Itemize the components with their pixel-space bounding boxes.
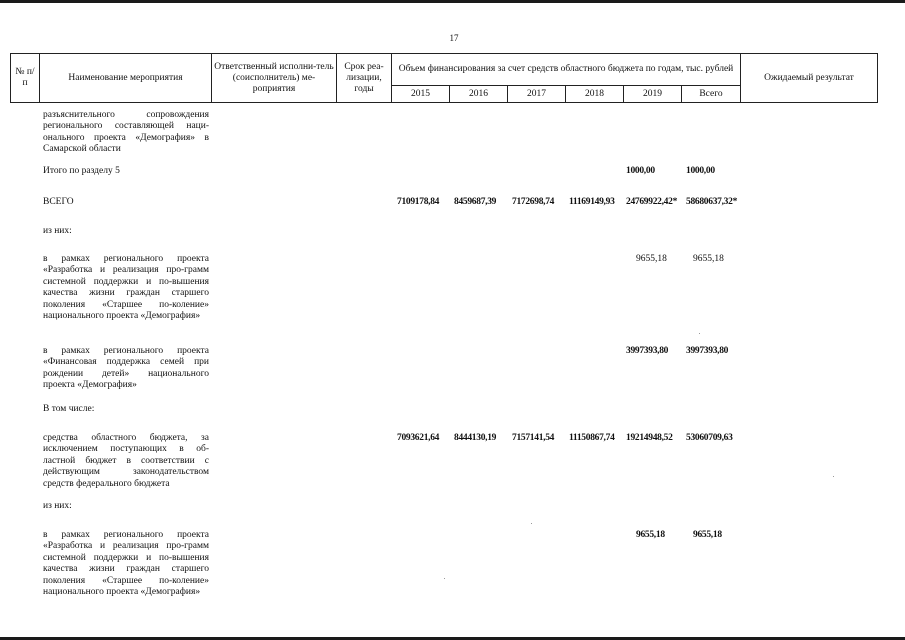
header-result-col: Ожидаемый результат xyxy=(740,53,878,103)
row-8-value-2019: 19214948,52 xyxy=(626,433,673,443)
row-3-value-2016: 8459687,39 xyxy=(454,197,497,207)
row-6-value-total: 3997393,80 xyxy=(686,346,729,356)
header-responsible-col: Ответственный исполни-тель (соисполнитель) ме-роприятия xyxy=(211,53,337,103)
header-funding-col: Объем финансирования за счет средств областного бюджета по годам, тыс. рублей xyxy=(391,53,741,86)
row-3-value-2017: 7172698,74 xyxy=(512,197,555,207)
row-3-value-2018: 11169149,93 xyxy=(569,197,615,207)
row-3-value-2015: 7109178,84 xyxy=(397,197,440,207)
scan-speck xyxy=(444,578,445,579)
row-5-value-2019: 9655,18 xyxy=(636,254,667,264)
row-6-text: в рамках регионального проекта «Финансовая поддержка семей при рождении детей» национального проекта «Демография» xyxy=(43,346,209,391)
page-number: 17 xyxy=(449,33,459,43)
row-4-text: из них: xyxy=(43,226,72,236)
header-year-2018: 2018 xyxy=(565,85,624,103)
header-year-total: Всего xyxy=(681,85,741,103)
row-8-text: средства областного бюджета, за исключением поступающих в об-ластной бюджет в соответствии с действующим законодательством средств федерального бюджета xyxy=(43,433,209,489)
row-8-value-2016: 8444130,19 xyxy=(454,433,497,443)
row-5-value-total: 9655,18 xyxy=(693,254,724,264)
header-year-2019: 2019 xyxy=(623,85,682,103)
scan-speck xyxy=(531,523,532,524)
row-5-text: в рамках регионального проекта «Разработка и реализация про-грамм системной поддержки и по-вышения качества жизни граждан старшего поколения «Старшее по-коление» национального проекта «Демография» xyxy=(43,254,209,322)
row-2-value-2019: 1000,00 xyxy=(626,166,655,176)
header-year-2017: 2017 xyxy=(507,85,566,103)
top-border xyxy=(0,0,905,3)
row-3-value-2019: 24769922,42* xyxy=(626,197,678,207)
header-year-2015: 2015 xyxy=(391,85,450,103)
row-9-text: из них: xyxy=(43,501,72,511)
scan-speck xyxy=(699,333,700,334)
header-year-2016: 2016 xyxy=(449,85,508,103)
row-8-value-2018: 11150867,74 xyxy=(569,433,615,443)
row-1-text: разъяснительного сопровождения регионального составляющей наци-онального проекта «Демография» в Самарской области xyxy=(43,110,209,155)
scan-speck xyxy=(833,476,834,477)
header-period-col: Срок реа-лизации, годы xyxy=(336,53,392,103)
row-10-text: в рамках регионального проекта «Разработка и реализация про-грамм системной поддержки и по-вышения качества жизни граждан старшего поколения «Старшее по-коление» национального проекта «Демография» xyxy=(43,530,209,598)
row-8-value-2017: 7157141,54 xyxy=(512,433,555,443)
row-2-text: Итого по разделу 5 xyxy=(43,166,120,176)
row-8-value-2015: 7093621,64 xyxy=(397,433,440,443)
header-num-col: № п/п xyxy=(10,53,40,103)
row-3-text: ВСЕГО xyxy=(43,197,74,207)
row-3-value-total: 58680637,32* xyxy=(686,197,738,207)
row-6-value-2019: 3997393,80 xyxy=(626,346,669,356)
row-7-text: В том числе: xyxy=(43,404,95,414)
row-8-value-total: 53060709,63 xyxy=(686,433,733,443)
header-name-col: Наименование мероприятия xyxy=(39,53,212,103)
row-2-value-total: 1000,00 xyxy=(686,166,715,176)
row-10-value-2019: 9655,18 xyxy=(636,530,665,540)
row-10-value-total: 9655,18 xyxy=(693,530,722,540)
